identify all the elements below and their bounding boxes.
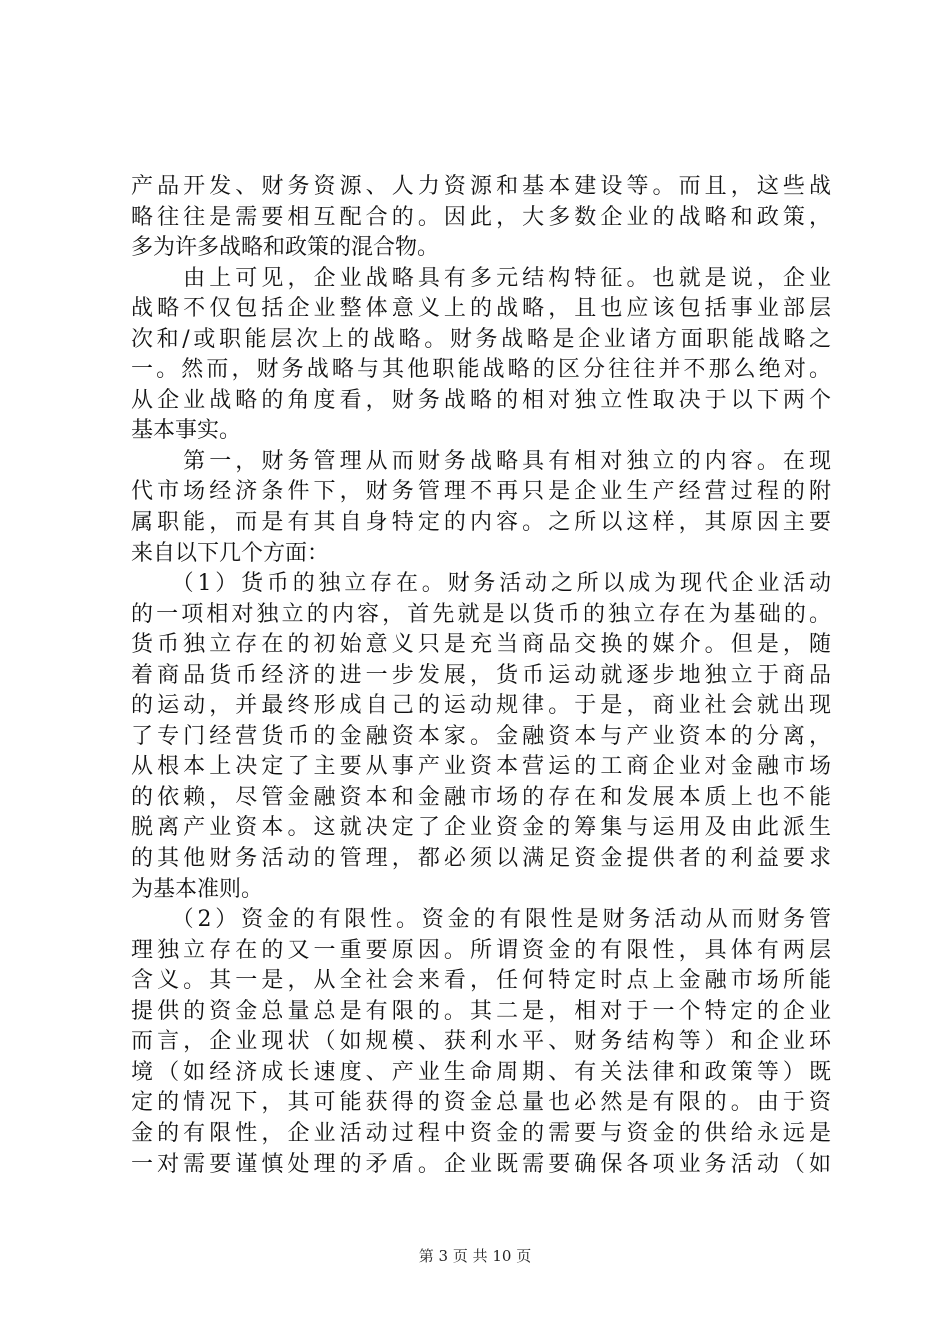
text-line: （2）资金的有限性。资金的有限性是财务活动从而财务管 [131,907,831,933]
page-number-label: 第 3 页 共 10 页 [418,1247,532,1265]
text-line: 基本事实。 [131,418,242,444]
text-line: 而言，企业现状（如规模、获利水平、财务结构等）和企业环 [131,1029,831,1055]
text-line: 一。然而，财务战略与其他职能战略的区分往往并不那么绝对。 [131,357,831,383]
text-line: 来自以下几个方面： [131,540,330,566]
text-line: 的其他财务活动的管理，都必须以满足资金提供者的利益要求 [131,846,831,872]
text-line: 多为许多战略和政策的混合物。 [131,235,440,261]
text-line: 产品开发、财务资源、人力资源和基本建设等。而且，这些战 [131,174,831,199]
text-line: 为基本准则。 [131,876,264,902]
text-line: （1）货币的独立存在。财务活动之所以成为现代企业活动 [131,571,831,597]
text-line: 从根本上决定了主要从事产业资本营运的工商企业对金融市场 [131,754,831,780]
text-line: 的运动，并最终形成自己的运动规律。于是，商业社会就出现 [131,693,831,719]
text-line: 略往往是需要相互配合的。因此，大多数企业的战略和政策， [131,204,831,230]
text-line: 代市场经济条件下，财务管理不再只是企业生产经营过程的附 [131,479,831,505]
text-line: 属职能，而是有其自身特定的内容。之所以这样，其原因主要 [131,510,831,536]
text-line: 从企业战略的角度看，财务战略的相对独立性取决于以下两个 [131,387,831,413]
text-line: 货币独立存在的初始意义只是充当商品交换的媒介。但是，随 [131,632,831,658]
text-line: 的一项相对独立的内容，首先就是以货币的独立存在为基础的。 [131,601,831,627]
text-line: 脱离产业资本。这就决定了企业资金的筹集与运用及由此派生 [131,815,831,841]
document-body [131,172,831,1180]
text-line: 由上可见，企业战略具有多元结构特征。也就是说，企业 [131,265,831,291]
text-line: 的依赖，尽管金融资本和金融市场的存在和发展本质上也不能 [131,784,831,810]
text-line: 理独立存在的又一重要原因。所谓资金的有限性，具体有两层 [131,937,831,963]
text-line: 第一，财务管理从而财务战略具有相对独立的内容。在现 [131,448,831,474]
text-line: 境（如经济成长速度、产业生命周期、有关法律和政策等）既 [131,1059,831,1085]
text-line: 定的情况下，其可能获得的资金总量也必然是有限的。由于资 [131,1090,831,1116]
page-footer [0,1246,950,1266]
text-line: 战略不仅包括企业整体意义上的战略，且也应该包括事业部层 [131,296,831,322]
text-line: 含义。其一是，从全社会来看，任何特定时点上金融市场所能 [131,968,831,994]
text-line: 金的有限性，企业活动过程中资金的需要与资金的供给永远是 [131,1120,831,1146]
text-line: 次和/或职能层次上的战略。财务战略是企业诸方面职能战略之 [131,326,831,352]
text-line: 一对需要谨慎处理的矛盾。企业既需要确保各项业务活动（如 [131,1151,831,1177]
text-line: 了专门经营货币的金融资本家。金融资本与产业资本的分离， [131,723,831,749]
text-line: 提供的资金总量总是有限的。其二是，相对于一个特定的企业 [131,998,831,1024]
text-line: 着商品货币经济的进一步发展，货币运动就逐步地独立于商品 [131,662,831,688]
